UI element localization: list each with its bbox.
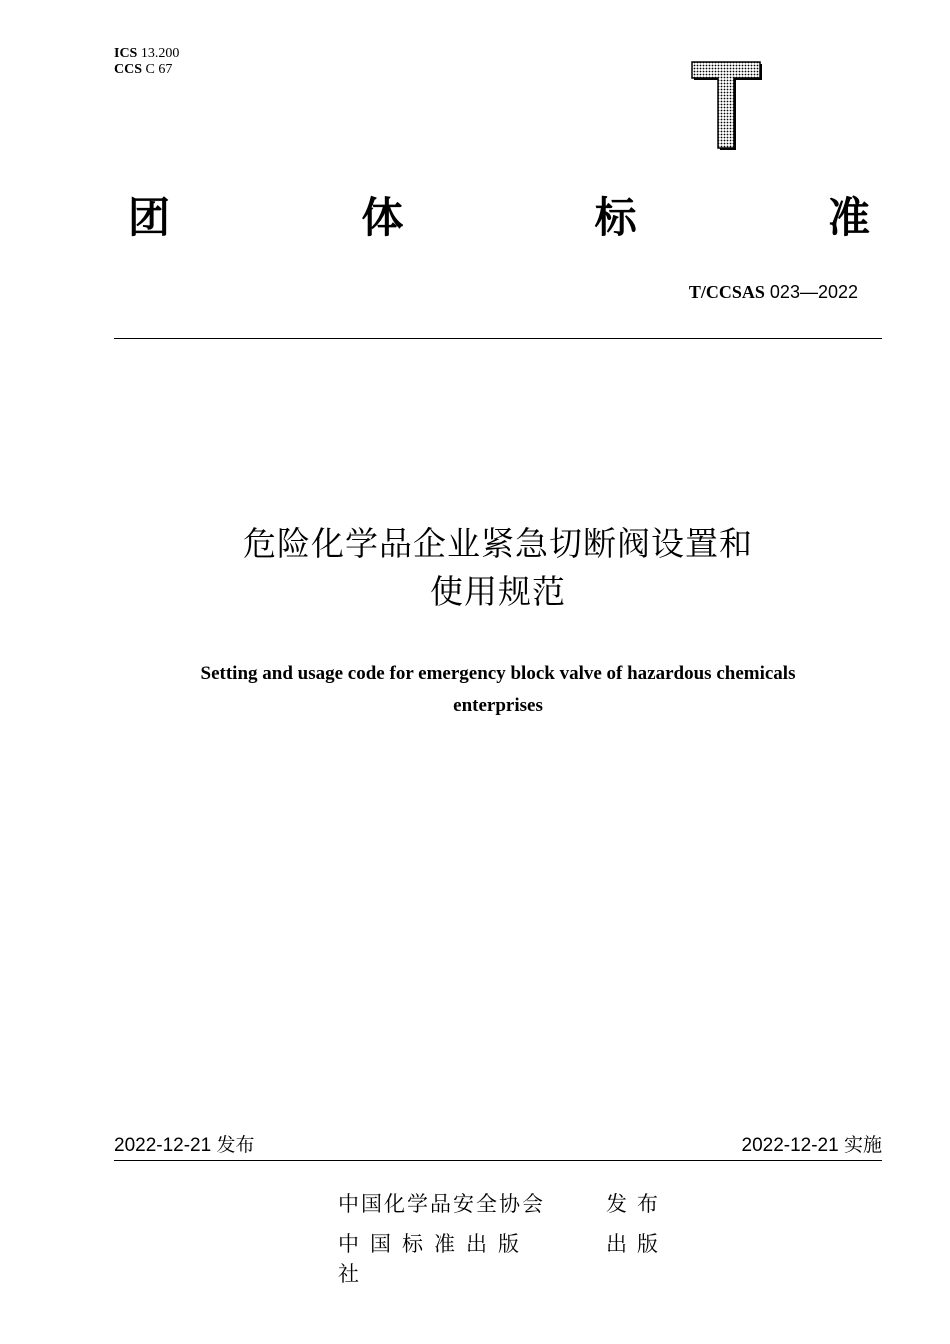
standard-type-char: 体 [361, 193, 404, 242]
standard-type-heading [128, 190, 870, 246]
ccs-code: CCS C 67 [114, 62, 173, 77]
bottom-divider [114, 1160, 882, 1161]
standard-t-logo [690, 58, 766, 154]
publisher-action: 发布 [606, 1192, 668, 1216]
standard-number: T/CCSAS 023—2022 [688, 282, 858, 302]
title-cn-line-2: 使用规范 [430, 572, 566, 611]
publisher-org: 中国化学品安全协会 [338, 1192, 545, 1216]
issue-date: 2022-12-21 发布 [114, 1134, 255, 1156]
standard-type-char: 准 [827, 193, 870, 242]
publisher-action: 出版 [606, 1232, 668, 1256]
classification-codes [114, 46, 179, 78]
title-cn-line-1: 危险化学品企业紧急切断阀设置和 [243, 524, 753, 563]
standard-type-char: 团 [128, 193, 171, 242]
standard-type-char: 标 [594, 193, 637, 242]
document-title-english [114, 658, 882, 722]
publisher-org: 中国标准出版社 [338, 1232, 530, 1286]
implementation-date: 2022-12-21 实施 [741, 1134, 882, 1156]
ics-code: ICS 13.200 [114, 46, 180, 61]
document-title-chinese [114, 520, 882, 616]
title-en-line-2: enterprises [453, 695, 543, 716]
title-en-line-1: Setting and usage code for emergency block valve of hazardous chemicals [200, 663, 796, 684]
top-divider [114, 338, 882, 339]
